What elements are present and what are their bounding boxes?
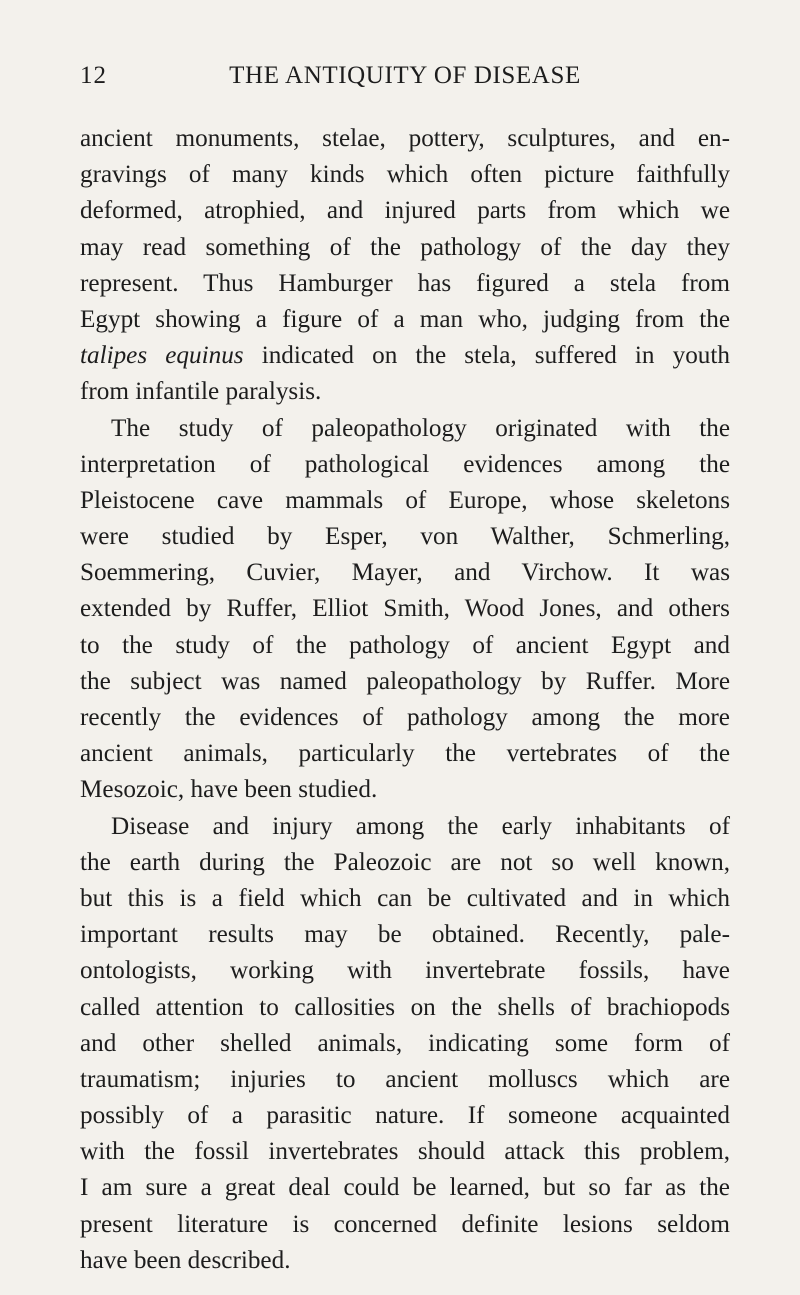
text-line: ancient animals, particularly the vertebrates of the	[80, 740, 730, 768]
text-line: gravings of many kinds which often picture faithfully	[80, 161, 730, 189]
text-fragment: indicated on the stela, suffered in youth	[243, 342, 730, 370]
text-line: The study of paleopathology originated with the	[111, 414, 730, 442]
text-line: represent. Thus Hamburger has figured a stela from	[80, 269, 730, 297]
text-line: the earth during the Paleozoic are not so well known,	[80, 848, 730, 876]
text-line: present literature is concerned definite lesions seldom	[80, 1210, 730, 1238]
text-line: Disease and injury among the early inhabitants of	[111, 812, 730, 840]
text-line: Soemmering, Cuvier, Mayer, and Virchow. It was	[80, 559, 730, 587]
body-text	[80, 121, 730, 1279]
text-line: may read something of the pathology of the day they	[80, 233, 730, 261]
paragraph	[80, 809, 730, 1279]
page-header	[80, 62, 730, 98]
paragraph	[80, 121, 730, 411]
text-line: possibly of a parasitic nature. If someone acquainted	[80, 1102, 730, 1130]
text-line: ontologists, working with invertebrate fossils, have	[80, 957, 730, 985]
text-line: interpretation of pathological evidences among the	[80, 450, 730, 478]
text-line: with the fossil invertebrates should attack this problem,	[80, 1138, 730, 1166]
text-line: Pleistocene cave mammals of Europe, whose skeletons	[80, 486, 730, 514]
text-line: recently the evidences of pathology among the more	[80, 704, 730, 731]
text-line: were studied by Esper, von Walther, Schmerling,	[80, 523, 730, 551]
text-line: have been described.	[80, 1246, 291, 1274]
text-line: called attention to callosities on the shells of brachiopods	[80, 993, 730, 1021]
text-line: extended by Ruffer, Elliot Smith, Wood Jones, and others	[80, 595, 730, 623]
italic-term: talipes equinus	[80, 342, 244, 370]
text-line: I am sure a great deal could be learned, but so far as the	[80, 1174, 730, 1202]
page-number: 12	[80, 62, 107, 89]
text-line: Mesozoic, have been studied.	[80, 776, 378, 804]
text-line: the subject was named paleopathology by Ruffer. More	[80, 667, 730, 695]
text-line: and other shelled animals, indicating some form of	[80, 1029, 730, 1057]
text-line: important results may be obtained. Recently, pale-	[80, 921, 730, 949]
text-line: traumatism; injuries to ancient molluscs which are	[80, 1065, 730, 1093]
text-line: from infantile paralysis.	[80, 378, 322, 406]
running-title: THE ANTIQUITY OF DISEASE	[229, 62, 581, 89]
text-line: to the study of the pathology of ancient Egypt and	[80, 631, 730, 659]
text-line: Egypt showing a figure of a man who, judging from the	[80, 305, 730, 333]
text-line: ancient monuments, stelae, pottery, sculptures, and en-	[80, 125, 730, 152]
text-line: deformed, atrophied, and injured parts from which we	[80, 197, 730, 225]
text-line: but this is a field which can be cultivated and in which	[80, 884, 730, 912]
paragraph	[80, 411, 730, 809]
text-line	[80, 338, 730, 374]
